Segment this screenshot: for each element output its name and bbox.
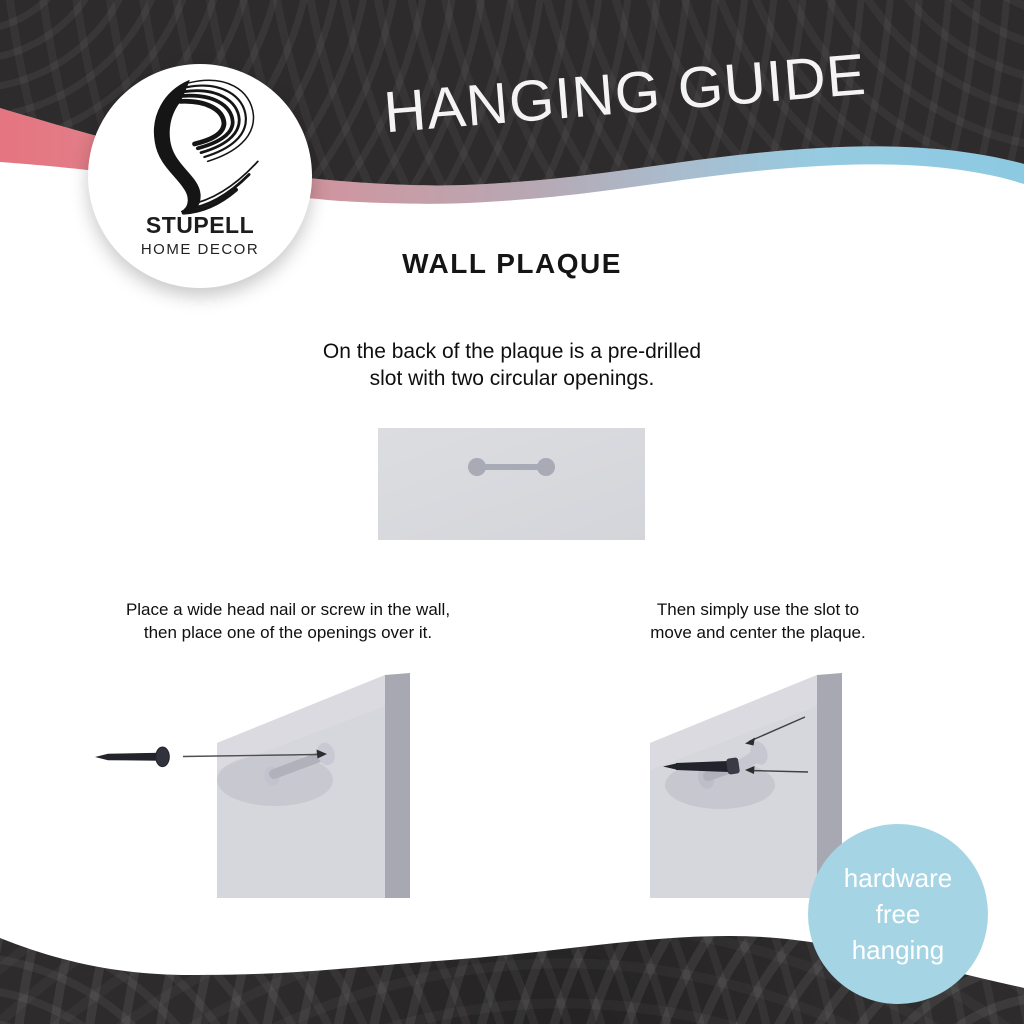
- badge-line-2: free: [875, 899, 921, 929]
- step-1-line-2: then place one of the openings over it.: [143, 623, 433, 642]
- brand-name: STUPELL: [145, 212, 255, 238]
- hardware-free-badge: [808, 824, 988, 1004]
- keyhole-slot-opening-left: [468, 458, 486, 476]
- intro-line-1: On the back of the plaque is a pre-drilled: [322, 340, 702, 363]
- step-2-text: [548, 598, 968, 644]
- step-1-text: [78, 598, 498, 644]
- intro-text: [212, 338, 812, 392]
- nail-icon: [95, 747, 169, 767]
- keyhole-slot-bar: [477, 464, 546, 470]
- product-type-heading: WALL PLAQUE: [402, 248, 622, 279]
- step-2-line-1: Then simply use the slot to: [656, 600, 860, 619]
- keyhole-slot-opening-right: [537, 458, 555, 476]
- brand-tagline: HOME DECOR: [140, 241, 260, 258]
- plaque-back-illustration: [378, 428, 645, 540]
- step-1-line-1: Place a wide head nail or screw in the wall,: [125, 600, 451, 619]
- step-2-line-2: move and center the plaque.: [650, 623, 866, 642]
- badge-line-3: hanging: [851, 935, 945, 965]
- step-1-illustration: [60, 660, 440, 920]
- brand-logo-circle: [88, 64, 312, 288]
- stupell-s-logo-icon: [140, 74, 260, 216]
- plaque-side-edge: [385, 673, 410, 898]
- badge-line-1: hardware: [843, 863, 953, 893]
- page-title: HANGING GUIDE: [381, 41, 869, 146]
- intro-line-2: slot with two circular openings.: [369, 367, 655, 390]
